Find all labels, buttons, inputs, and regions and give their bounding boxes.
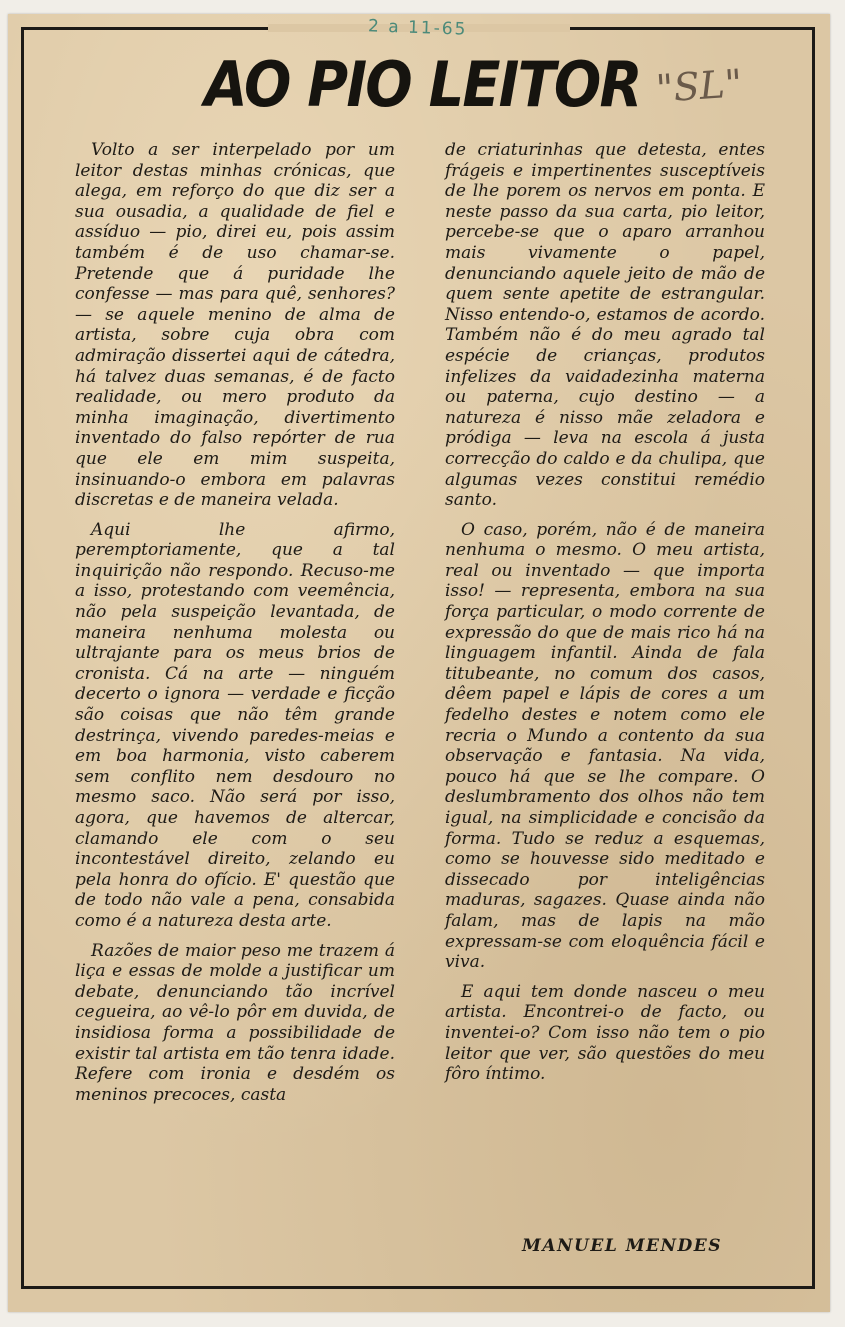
paragraph: Volto a ser interpelado por um leitor destas minhas crónicas, que alega, em reforço do que diz ser a sua ousadia, a qualidade de fiel e assíduo — pio, direi eu, pois assim também é de uso chamar-se. Pretende que á puridade lhe confesse — mas para quê, senhores? — se aquele menino de alma de artista, sobre cuja obra com admiração dissertei aqui de cátedra, há talvez duas semanas, é de facto realidade, ou mero produto da minha imaginação, divertimento inventado do falso repórter de rua que ele em mim suspeita, insinuando-o embora em palavras discretas e de maneira velada. bbox=[75, 140, 395, 511]
handwritten-date: 2 a 11-65 bbox=[367, 16, 468, 40]
paragraph: E aqui tem donde nasceu o meu artista. Encontrei-o de facto, ou inventei-o? Com isso não tem o pio leitor que ver, são questões do meu fôro íntimo. bbox=[445, 981, 765, 1085]
article-column-left bbox=[75, 140, 395, 1114]
paragraph: O caso, porém, não é de maneira nenhuma o mesmo. O meu artista, real ou inventado — que importa isso! — representa, embora na sua força particular, o modo corrente de expressão do que de mais rico há na linguagem infantil. Ainda de fala titubeante, no comum dos casos, dêem papel e lápis de cores a um fedelho destes e notem como ele recria o Mundo a contento da sua observação e fantasia. Na vida, pouco há que se lhe compare. O deslumbramento dos olhos não tem igual, na simplicidade e concisão da forma. Tudo se reduz a esquemas, como se houvesse sido meditado e dissecado por inteligências maduras, sagazes. Quase ainda não falam, mas de lapis na mão expressam-se com eloquência fácil e viva. bbox=[445, 519, 765, 973]
author-signature: MANUEL MENDES bbox=[522, 1236, 722, 1256]
paragraph: Aqui lhe afirmo, peremptoriamente, que a tal inquirição não respondo. Recuso-me a isso, protestando com veemência, não pela suspeição levantada, de maneira nenhuma molesta ou ultrajante para os meus brios de cronista. Cá na arte — ninguém decerto o ignora — verdade e ficção são coisas que não têm grande destrinça, vivendo paredes-meias e em boa harmonia, visto caberem sem conflito nem desdouro no mesmo saco. Não será por isso, agora, que havemos de altercar, clamando ele com o seu incontestável direito, zelando eu pela honra do ofício. E' questão que de todo não vale a pena, consabida como é a natureza desta arte. bbox=[75, 519, 395, 931]
paragraph: Razões de maior peso me trazem á liça e essas de molde a justificar um debate, denunciando tão incrível cegueira, ao vê-lo pôr em duvida, de insidiosa forma a possibilidade de existir tal artista em tão tenra idade. Refere com ironia e desdém os meninos precoces, casta bbox=[75, 940, 395, 1105]
handwritten-mark: "SL" bbox=[654, 61, 744, 111]
article-headline: AO PIO LEITOR bbox=[204, 48, 641, 121]
article-column-right bbox=[445, 140, 765, 1094]
paragraph: de criaturinhas que detesta, entes frágeis e impertinentes susceptíveis de lhe porem os nervos em ponta. E neste passo da sua carta, pio leitor, percebe-se que o aparo arranhou mais vivamente o papel, denunciando aquele jeito de mão de quem sente apetite de estrangular. Nisso entendo-o, estamos de acordo. Também não é do meu agrado tal espécie de crianças, produtos infelizes da vaidadezinha materna ou paterna, cujo destino — a natureza é nisso mãe zeladora e pródiga — leva na escola á justa correcção do caldo e da chulipa, que algumas vezes constitui remédio santo. bbox=[445, 140, 765, 511]
